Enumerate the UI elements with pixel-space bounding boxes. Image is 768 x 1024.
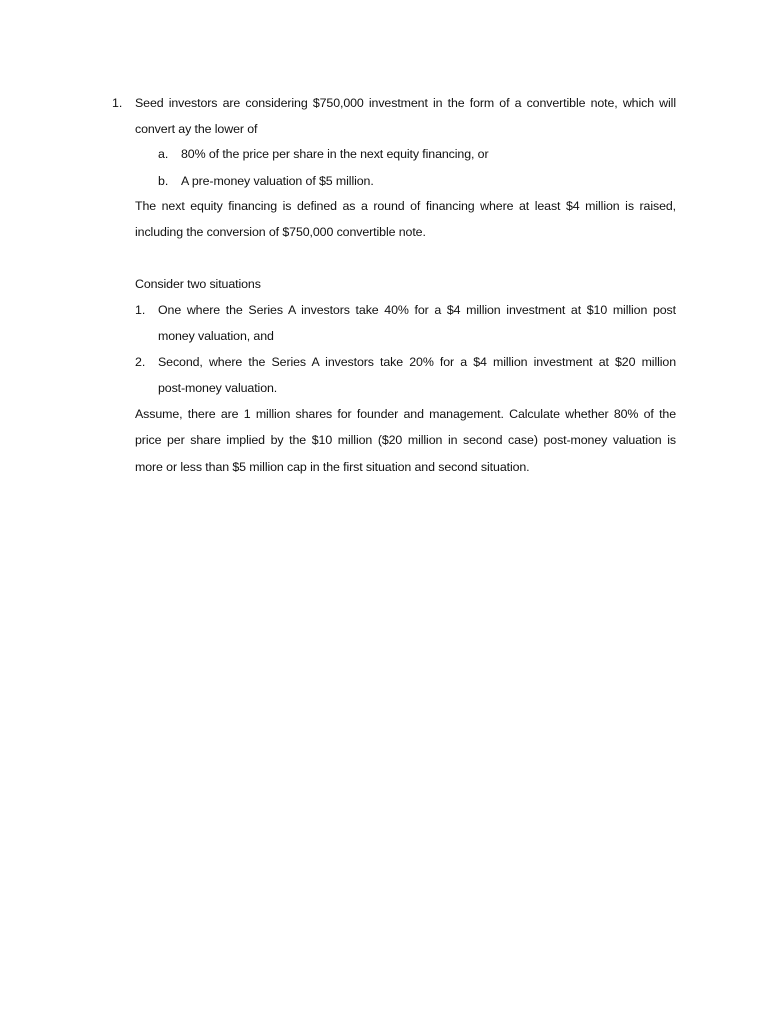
situation-1-line-2: money valuation, and [158,329,274,343]
intro-line-1: Seed investors are considering $750,000 investment in the form of a convertible note, which will [135,96,676,110]
situation-2-line-2: post-money valuation. [158,381,278,395]
situation-1-line-1: One where the Series A investors take 40% for a $4 million investment at $10 million post [158,303,676,317]
definition-line-1: The next equity financing is defined as a round of financing where at least $4 million is raised, [135,199,676,213]
consider-heading: Consider two situations [135,277,261,291]
option-a-text: 80% of the price per share in the next equity financing, or [181,147,489,161]
situation-2-line-1: Second, where the Series A investors take 20% for a $4 million investment at $20 million [158,355,676,369]
assume-line-2: price per share implied by the $10 million ($20 million in second case) post-money valuation is [135,433,676,447]
option-a-marker: a. [158,147,169,161]
situation-2-marker: 2. [135,355,146,369]
definition-line-2: including the conversion of $750,000 convertible note. [135,225,426,239]
option-b-text: A pre-money valuation of $5 million. [181,174,374,188]
assume-line-3: more or less than $5 million cap in the first situation and second situation. [135,460,530,474]
question-number: 1. [112,96,123,110]
assume-line-1: Assume, there are 1 million shares for founder and management. Calculate whether 80% of the [135,407,676,421]
intro-line-2: convert ay the lower of [135,122,258,136]
situation-1-marker: 1. [135,303,146,317]
option-b-marker: b. [158,174,169,188]
